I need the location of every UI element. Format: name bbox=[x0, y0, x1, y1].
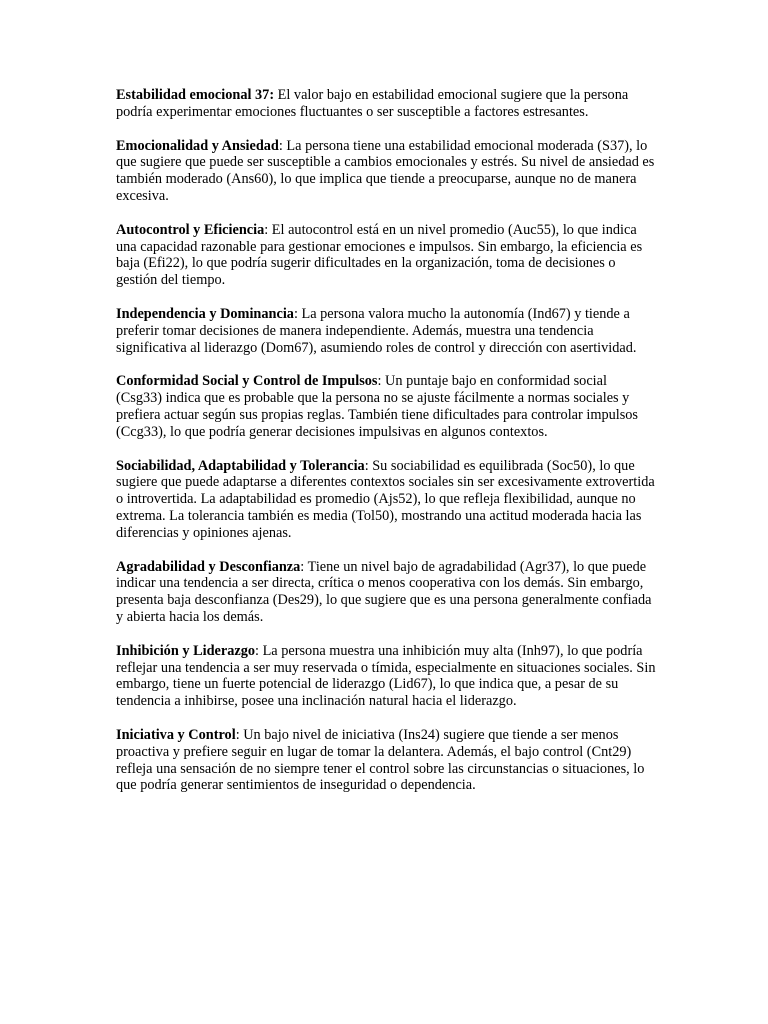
paragraph-inhibicion-liderazgo bbox=[116, 643, 656, 710]
paragraph-text: : Un puntaje bajo en conformidad social (Csg33) indica que es probable que la persona no se ajuste fácilmente a normas sociales y prefiera actuar según sus propias reglas. También tiene dificultades para controlar impulsos (Ccg33), lo que podría generar decisiones impulsivas en algunos contextos. bbox=[116, 373, 638, 440]
paragraph-sociabilidad-adaptabilidad-tolerancia bbox=[116, 458, 656, 542]
paragraph-agradabilidad-desconfianza bbox=[116, 559, 656, 626]
paragraph-text: : Un bajo nivel de iniciativa (Ins24) sugiere que tiende a ser menos proactiva y prefiere seguir en lugar de tomar la delantera. Además, el bajo control (Cnt29) refleja una sensación de no siempre tener el control sobre las circunstancias o situaciones, lo que podría generar sentimientos de inseguridad o dependencia. bbox=[116, 726, 645, 794]
paragraph-text: : La persona muestra una inhibición muy alta (Inh97), lo que podría reflejar una tendencia a ser muy reservada o tímida, especialmente en situaciones sociales. Sin embargo, tiene un fuerte potencial de liderazgo (Lid67), lo que indica que, a pesar de su tendencia a inhibirse, posee una inclinación natural hacia el liderazgo. bbox=[116, 642, 656, 710]
paragraph-text: : El autocontrol está en un nivel promedio (Auc55), lo que indica una capacidad razonable para gestionar emociones e impulsos. Sin embargo, la eficiencia es baja (Efi22), lo que podría sugerir dificultades en la organización, toma de decisiones o gestión del tiempo. bbox=[116, 221, 643, 289]
paragraph-text: : Su sociabilidad es equilibrada (Soc50), lo que sugiere que puede adaptarse a diferentes contextos sociales sin ser excesivamente extrovertida o introvertida. La adaptabilidad es promedio (Ajs52), lo que refleja flexibilidad, aunque no extrema. La tolerancia también es media (Tol50), mostrando una actitud moderada hacia las diferencias y opiniones ajenas. bbox=[116, 457, 655, 541]
paragraph-text: : La persona valora mucho la autonomía (Ind67) y tiende a preferir tomar decisiones de manera independiente. Además, muestra una tendencia significativa al liderazgo (Dom67), asumiendo roles de control y dirección con asertividad. bbox=[116, 305, 637, 356]
paragraph-heading: Iniciativa y Control bbox=[116, 726, 236, 743]
paragraph-heading: Independencia y Dominancia bbox=[116, 305, 294, 322]
paragraph-iniciativa-control bbox=[116, 727, 656, 794]
document-page bbox=[116, 87, 656, 811]
paragraph-heading: Emocionalidad y Ansiedad bbox=[116, 137, 279, 154]
paragraph-conformidad-control-impulsos bbox=[116, 373, 656, 440]
paragraph-heading: Autocontrol y Eficiencia bbox=[116, 221, 265, 238]
paragraph-text: El valor bajo en estabilidad emocional sugiere que la persona podría experimentar emociones fluctuantes o ser susceptible a factores estresantes. bbox=[116, 87, 629, 120]
paragraph-autocontrol-eficiencia bbox=[116, 222, 656, 289]
paragraph-heading: Inhibición y Liderazgo bbox=[116, 642, 256, 659]
paragraph-independencia-dominancia bbox=[116, 306, 656, 356]
paragraph-estabilidad-emocional bbox=[116, 87, 656, 121]
paragraph-heading: Sociabilidad, Adaptabilidad y Tolerancia bbox=[116, 457, 365, 474]
paragraph-emocionalidad-ansiedad bbox=[116, 138, 656, 205]
paragraph-text: : Tiene un nivel bajo de agradabilidad (Agr37), lo que puede indicar una tendencia a ser directa, crítica o menos cooperativa con los demás. Sin embargo, presenta baja desconfianza (Des29), lo que sugiere que es una persona generalmente confiada y abierta hacia los demás. bbox=[116, 558, 652, 625]
paragraph-heading: Agradabilidad y Desconfianza bbox=[116, 558, 301, 575]
paragraph-heading: Conformidad Social y Control de Impulsos bbox=[116, 373, 378, 390]
paragraph-text: : La persona tiene una estabilidad emocional moderada (S37), lo que sugiere que puede ser susceptible a cambios emocionales y estrés. Su nivel de ansiedad es también moderado (Ans60), lo que implica que tiende a preocuparse, aunque no de manera excesiva. bbox=[116, 137, 655, 204]
paragraph-heading: Estabilidad emocional 37: bbox=[116, 87, 275, 103]
